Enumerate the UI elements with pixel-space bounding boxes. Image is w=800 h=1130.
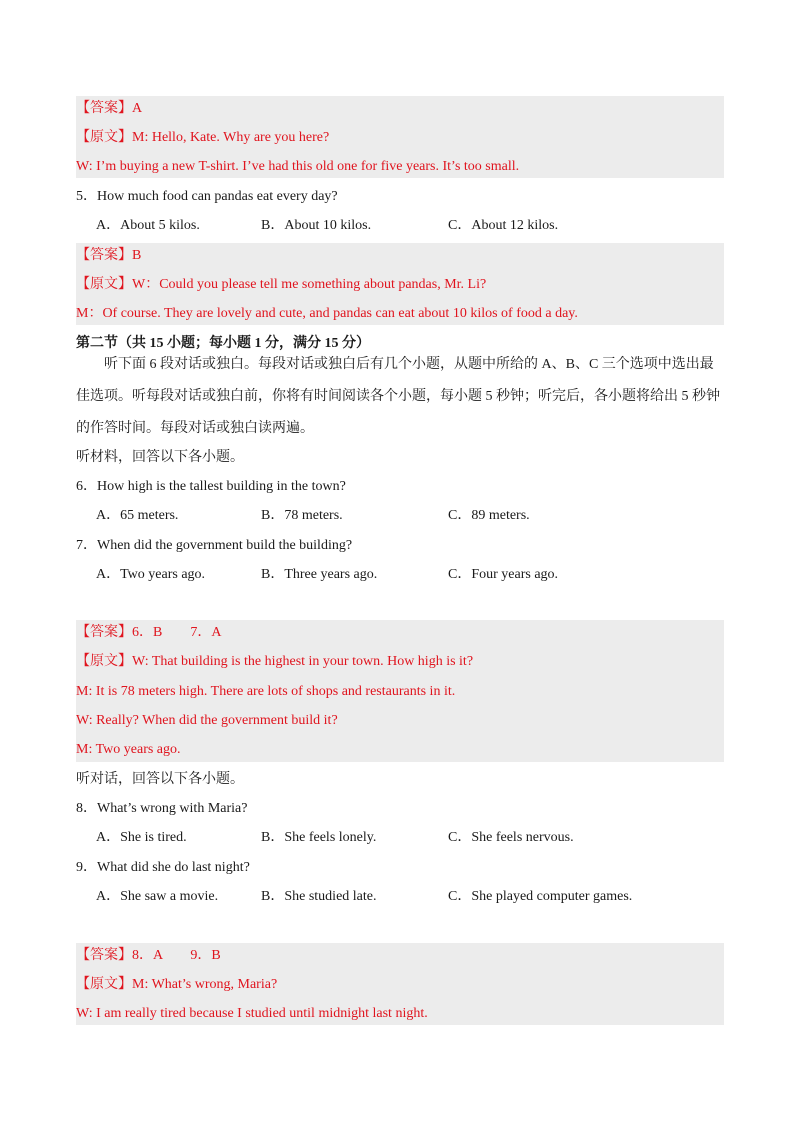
- section-heading: 第二节（共 15 小题；每小题 1 分，满分 15 分）: [76, 336, 370, 351]
- transcript-line: M：Of course. They are lovely and cute, and pandas can eat about 10 kilos of food a day.: [76, 306, 578, 321]
- q6-option-b: B．78 meters.: [261, 508, 343, 523]
- transcript-line: W: Really? When did the government build it?: [76, 713, 338, 728]
- instructions-line: 佳选项。听每段对话或独白前，你将有时间阅读各个小题，每小题 5 秒钟；听完后，各小题将给出 5 秒钟: [76, 389, 720, 404]
- transcript-line: 【原文】M: What’s wrong, Maria?: [76, 977, 278, 992]
- q5-option-b: B．About 10 kilos.: [261, 218, 372, 233]
- question-5: 5．How much food can pandas eat every day?: [76, 189, 338, 204]
- instructions-line: 的作答时间。每段对话或独白读两遍。: [76, 421, 314, 436]
- q7-option-c: C．Four years ago.: [448, 567, 559, 582]
- question-7: 7．When did the government build the building?: [76, 538, 353, 553]
- q9-option-a: A．She saw a movie.: [96, 889, 219, 904]
- answer-label-4: 【答案】8．A 9．B: [76, 948, 221, 963]
- q7-option-a: A．Two years ago.: [96, 567, 206, 582]
- q8-option-c: C．She feels nervous.: [448, 830, 574, 845]
- transcript-line: 【原文】M: Hello, Kate. Why are you here?: [76, 130, 330, 145]
- q8-option-b: B．She feels lonely.: [261, 830, 377, 845]
- transcript-line: 【原文】W：Could you please tell me something about pandas, Mr. Li?: [76, 277, 487, 292]
- question-9: 9．What did she do last night?: [76, 860, 250, 875]
- q9-option-c: C．She played computer games.: [448, 889, 633, 904]
- answer-label-1: 【答案】A: [76, 101, 143, 116]
- q5-option-a: A．About 5 kilos.: [96, 218, 200, 233]
- transcript-line: W: I am really tired because I studied until midnight last night.: [76, 1006, 428, 1021]
- q8-option-a: A．She is tired.: [96, 830, 187, 845]
- listening-prompt-2: 听对话，回答以下各小题。: [76, 772, 244, 787]
- q6-option-c: C．89 meters.: [448, 508, 530, 523]
- transcript-line: W: I’m buying a new T-shirt. I’ve had this old one for five years. It’s too small.: [76, 159, 520, 174]
- q6-option-a: A．65 meters.: [96, 508, 179, 523]
- listening-prompt: 听材料，回答以下各小题。: [76, 450, 244, 465]
- instructions-line: 听下面 6 段对话或独白。每段对话或独白后有几个小题，从题中所给的 A、B、C 三个选项中选出最: [104, 357, 714, 372]
- q9-option-b: B．She studied late.: [261, 889, 377, 904]
- transcript-line: M: Two years ago.: [76, 742, 181, 757]
- answer-label-3: 【答案】6．B 7．A: [76, 625, 222, 640]
- q5-option-c: C．About 12 kilos.: [448, 218, 559, 233]
- transcript-line: 【原文】W: That building is the highest in your town. How high is it?: [76, 654, 474, 669]
- question-8: 8．What’s wrong with Maria?: [76, 801, 248, 816]
- answer-label-2: 【答案】B: [76, 248, 142, 263]
- q7-option-b: B．Three years ago.: [261, 567, 378, 582]
- transcript-line: M: It is 78 meters high. There are lots of shops and restaurants in it.: [76, 684, 456, 699]
- question-6: 6．How high is the tallest building in the town?: [76, 479, 346, 494]
